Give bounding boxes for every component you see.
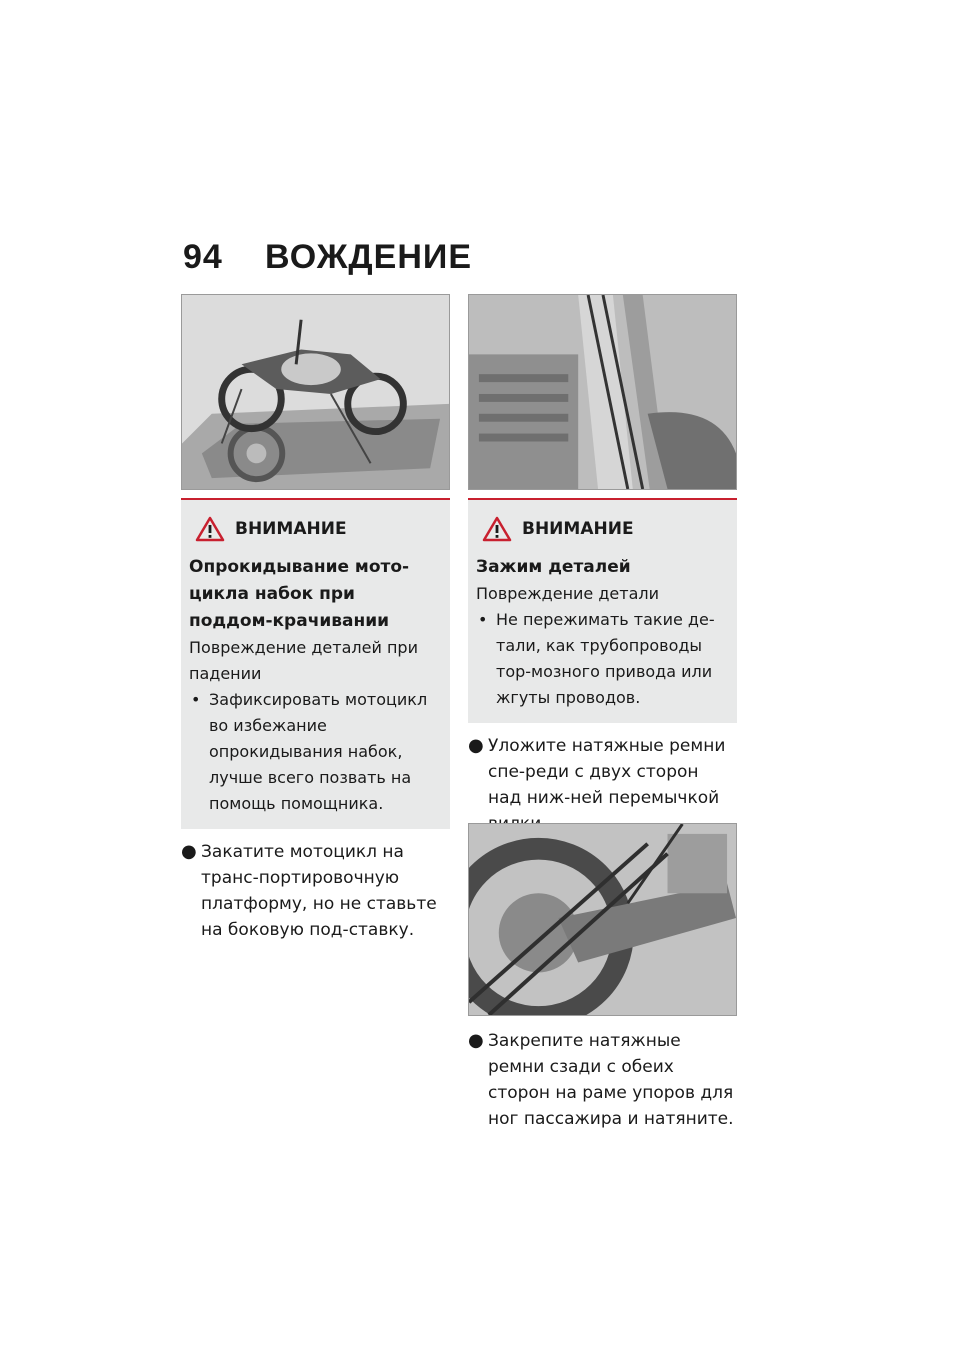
page-number: 94 (183, 238, 223, 276)
warning-text: Повреждение деталей при падении (189, 638, 418, 683)
step-item (468, 1028, 737, 1132)
warning-label: ВНИМАНИЕ (522, 519, 634, 539)
bullet-marker: ● (468, 1030, 484, 1051)
step-item (468, 733, 737, 837)
chapter-title: ВОЖДЕНИЕ (265, 238, 473, 276)
step-text: Закатите мотоцикл на транс-портировочную платформу, но не ставьте на боковую под-ставку. (201, 842, 437, 940)
bullet-marker: ● (181, 841, 197, 862)
warning-bullet: • Не пережимать такие де-тали, как трубопроводы тор-мозного привода или жгуты проводов. (476, 607, 727, 711)
left-column (181, 294, 450, 947)
warning-label: ВНИМАНИЕ (235, 519, 347, 539)
step-text: Уложите натяжные ремни спе-реди с двух сторон над ниж-ней перемычкой (488, 736, 726, 808)
fork-illustration (469, 295, 736, 489)
right-column-lower (468, 823, 737, 1136)
front-fork-strap-image (468, 294, 737, 490)
warning-bullet: • Зафиксировать мотоцикл во избежание опрокидывания набок, лучше всего позвать на помощь помощника. (189, 687, 440, 817)
warning-title: Зажим деталей (476, 557, 631, 577)
warning-triangle-icon (195, 516, 225, 542)
warning-box (181, 498, 450, 829)
rear-strap-image (468, 823, 737, 1016)
warning-box (468, 498, 737, 723)
warning-title: Опрокидывание мото-цикла набок при поддом-крачивании (189, 557, 410, 631)
warning-text: Повреждение детали (476, 584, 660, 603)
motorcycle-on-trailer-image (181, 294, 450, 490)
step-item (181, 839, 450, 943)
bullet-marker: ● (468, 735, 484, 756)
step-text: Закрепите натяжные ремни сзади с обеих сторон на раме упоров для ног пассажира и натяните. (488, 1031, 734, 1129)
motorcycle-illustration (182, 295, 449, 489)
rear-wheel-illustration (469, 824, 736, 1015)
page-header (183, 238, 472, 277)
warning-triangle-icon (482, 516, 512, 542)
right-column (468, 294, 737, 897)
